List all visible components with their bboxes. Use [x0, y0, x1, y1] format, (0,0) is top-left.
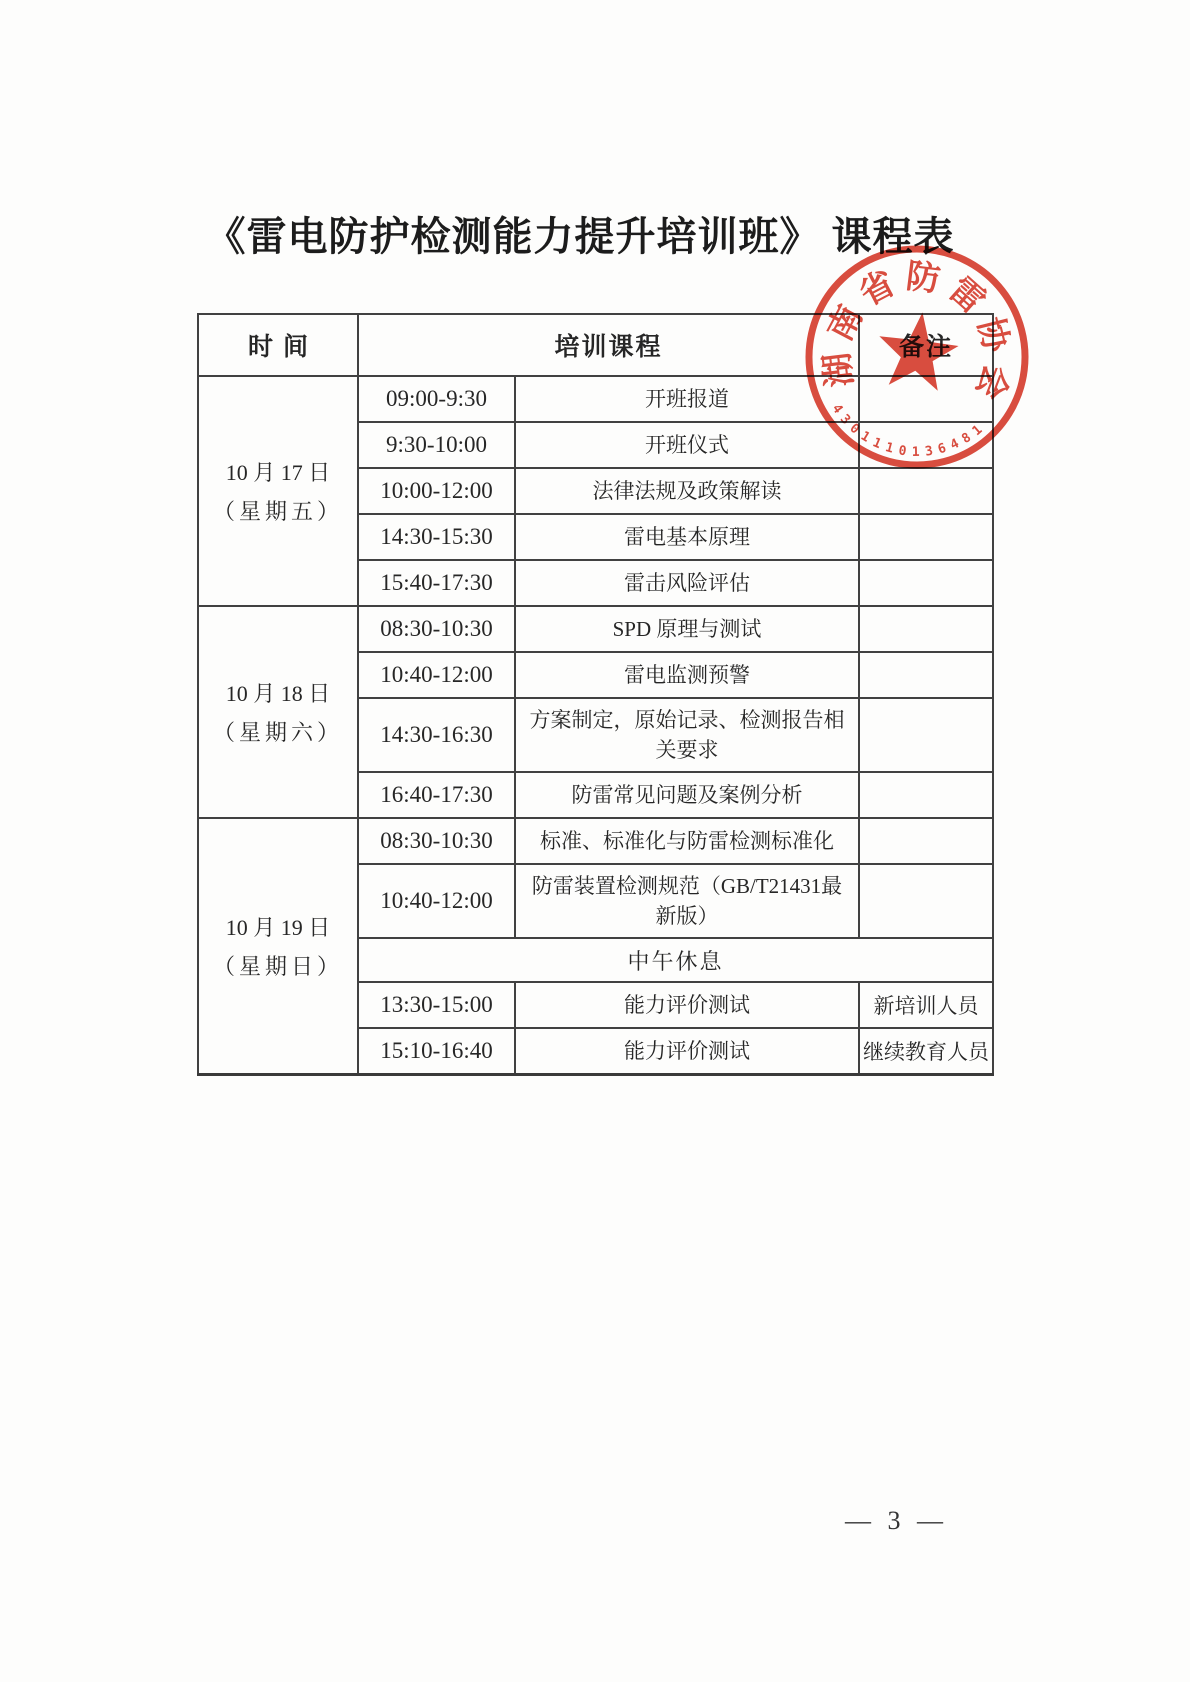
- page-number: — 3 —: [845, 1506, 948, 1535]
- remark-cell: [859, 514, 993, 560]
- lunch-break-cell: 中午休息: [358, 938, 993, 982]
- remark-cell: 新培训人员: [859, 982, 993, 1028]
- time-cell: 14:30-16:30: [358, 698, 515, 772]
- course-cell: 雷电监测预警: [515, 652, 859, 698]
- course-cell: 防雷装置检测规范（GB/T21431最新版）: [515, 864, 859, 938]
- schedule-row: [198, 818, 993, 864]
- time-cell: 13:30-15:00: [358, 982, 515, 1028]
- course-cell: 开班仪式: [515, 422, 859, 468]
- official-seal-stamp: [789, 229, 1045, 485]
- course-cell: 雷电基本原理: [515, 514, 859, 560]
- seal-arc-textpath: 湖南省防雷协会: [818, 258, 1017, 411]
- course-cell: 防雷常见问题及案例分析: [515, 772, 859, 818]
- header-course: 培训课程: [358, 314, 859, 376]
- course-cell: 能力评价测试: [515, 982, 859, 1028]
- time-cell: 08:30-10:30: [358, 606, 515, 652]
- weekday-line: （星期日）: [212, 953, 343, 979]
- remark-cell: [859, 698, 993, 772]
- time-cell: 15:10-16:40: [358, 1028, 515, 1074]
- weekday-line: （星期五）: [212, 499, 343, 524]
- date-cell: [198, 606, 358, 818]
- page-title: 《雷电防护检测能力提升培训班》 课程表: [205, 214, 955, 259]
- date-line: 10 月 18 日: [225, 681, 331, 706]
- remark-cell: [859, 652, 993, 698]
- course-cell: 方案制定，原始记录、检测报告相关要求: [515, 698, 859, 772]
- seal-serial-textpath: 4301110136481: [828, 401, 990, 461]
- date-line: 10 月 19 日: [225, 914, 331, 940]
- remark-cell: 继续教育人员: [859, 1028, 993, 1074]
- course-cell: 雷击风险评估: [515, 560, 859, 606]
- time-cell: 09:00-9:30: [358, 376, 515, 422]
- course-cell: 能力评价测试: [515, 1028, 859, 1074]
- time-cell: 10:40-12:00: [358, 652, 515, 698]
- seal-serial-number: [824, 400, 991, 469]
- remark-cell: [859, 606, 993, 652]
- header-time: 时间: [198, 314, 358, 376]
- course-cell: 开班报道: [515, 376, 859, 422]
- remark-cell: [859, 864, 993, 938]
- time-cell: 14:30-15:30: [358, 514, 515, 560]
- remark-cell: [859, 560, 993, 606]
- remark-cell: [859, 818, 993, 864]
- date-line: 10 月 17 日: [225, 460, 331, 485]
- time-cell: 08:30-10:30: [358, 818, 515, 864]
- time-cell: 9:30-10:00: [358, 422, 515, 468]
- time-cell: 10:40-12:00: [358, 864, 515, 938]
- time-cell: 15:40-17:30: [358, 560, 515, 606]
- weekday-line: （星期六）: [212, 720, 343, 745]
- course-cell: SPD 原理与测试: [515, 606, 859, 652]
- seal-star-icon: [874, 307, 962, 392]
- time-cell: 16:40-17:30: [358, 772, 515, 818]
- course-cell: 法律法规及政策解读: [515, 468, 859, 514]
- course-cell: 标准、标准化与防雷检测标准化: [515, 818, 859, 864]
- date-cell: [198, 376, 358, 606]
- remark-cell: [859, 772, 993, 818]
- time-cell: 10:00-12:00: [358, 468, 515, 514]
- schedule-row: [198, 606, 993, 652]
- date-cell: [198, 818, 358, 1074]
